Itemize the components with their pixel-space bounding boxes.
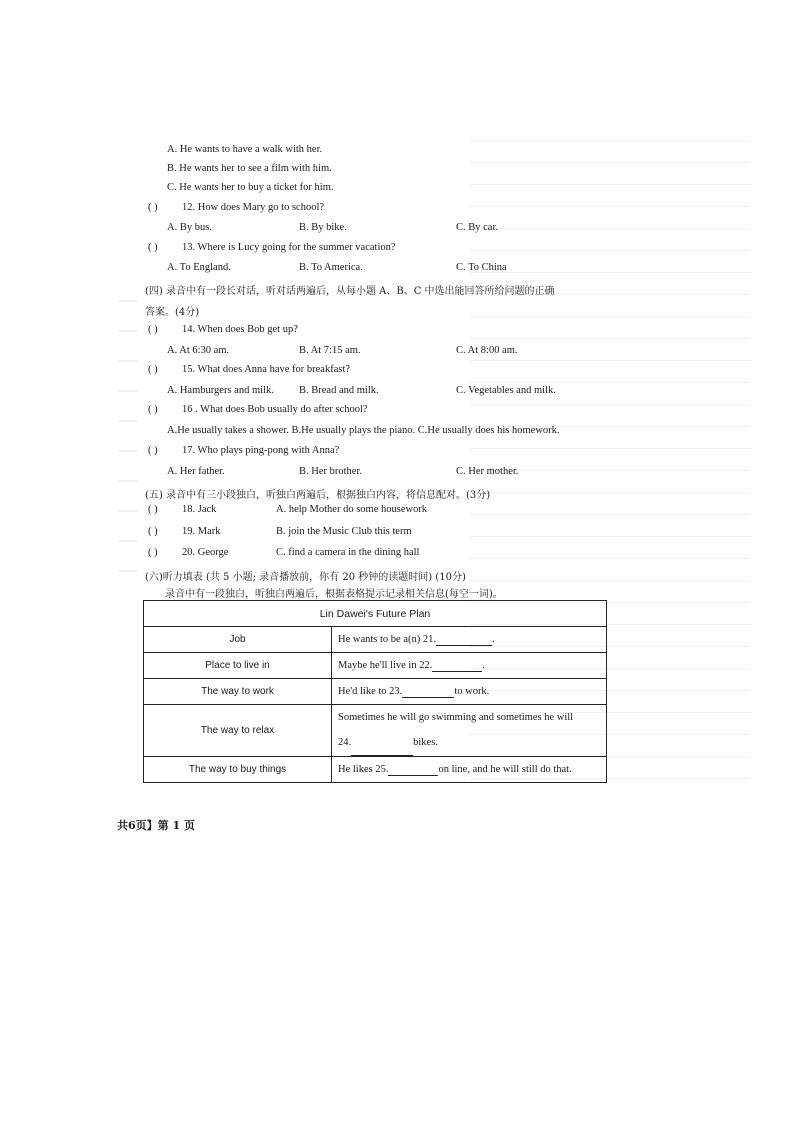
answer-paren[interactable]: ( ) [148,324,158,335]
q11-option-c: C. He wants her to buy a ticket for him. [167,182,334,193]
answer-paren[interactable]: ( ) [148,504,158,515]
section5-title: (五) 录音中有三小段独白，听独白两遍后，根据独白内容，将信息配对。(3分) [145,490,491,501]
q14-stem: 14. When does Bob get up? [182,324,298,335]
bleed-through-shadow-left [118,300,138,600]
q15-question [148,364,350,375]
answer-blank-22[interactable] [432,660,482,672]
section6-title: (六)听力填表 (共 5 小题; 录音播放前，你有 20 秒钟的读题时间) (10分) [145,572,466,583]
q15-option-b: B. Bread and milk. [299,385,379,396]
answer-blank-21[interactable] [436,634,492,646]
q15-stem: 15. What does Anna have for breakfast? [182,364,351,375]
q11-option-a: A. He wants to have a walk with her. [167,144,323,155]
answer-paren[interactable]: ( ) [148,404,158,415]
answer-blank-24[interactable] [351,730,413,756]
row-label: The way to work [144,679,332,705]
q17-option-c: C. Her mother. [456,466,519,477]
q12-option-a: A. By bus. [167,222,212,233]
match-item: 19. Mark [182,526,221,537]
match-row [148,526,221,537]
q14-option-c: C. At 8:00 am. [456,345,518,356]
table-title: Lin Dawei's Future Plan [144,601,607,627]
q12-stem: 12. How does Mary go to school? [182,202,325,213]
answer-paren[interactable]: ( ) [148,445,158,456]
q13-option-c: C. To China [456,262,507,273]
row-content: Sometimes he will go swimming and sometimes he will 24. bikes. [332,705,607,757]
future-plan-table [143,600,607,783]
match-item: 18. Jack [182,504,217,515]
q17-option-a: A. Her father. [167,466,225,477]
row-label: The way to relax [144,705,332,757]
q11-option-b: B. He wants her to see a film with him. [167,163,332,174]
table-row [144,679,607,705]
match-option: B. join the Music Club this term [276,526,412,537]
q14-option-b: B. At 7:15 am. [299,345,361,356]
section6-intro: 录音中有一段独白，听独白两遍后，根据表格提示记录相关信息(每空一词)。 [165,589,503,600]
answer-paren[interactable]: ( ) [148,547,158,558]
match-item: 20. George [182,547,229,558]
table-row [144,627,607,653]
q15-option-a: A. Hamburgers and milk. [167,385,274,396]
q13-option-a: A. To England. [167,262,231,273]
q16-options: A.He usually takes a shower. B.He usually plays the piano. C.He usually does his homework. [167,425,560,436]
match-option: C. find a camera in the dining hall [276,547,420,558]
q12-option-c: C. By car. [456,222,498,233]
q13-stem: 13. Where is Lucy going for the summer vacation? [182,242,396,253]
q12-question [148,202,324,213]
answer-paren[interactable]: ( ) [148,364,158,375]
q17-option-b: B. Her brother. [299,466,362,477]
q17-question [148,445,339,456]
row-content: He likes 25. on line, and he will still do that. [332,757,607,783]
q14-question [148,324,298,335]
answer-blank-23[interactable] [402,686,454,698]
section4-instruction-line2: 答案。(4分) [145,307,200,318]
table-row [144,705,607,757]
q12-option-b: B. By bike. [299,222,347,233]
answer-paren[interactable]: ( ) [148,242,158,253]
row-content: Maybe he'll live in 22. . [332,653,607,679]
answer-paren[interactable]: ( ) [148,202,158,213]
q14-option-a: A. At 6:30 am. [167,345,230,356]
q13-question [148,242,396,253]
page-footer: 共6页】第 1 页 [117,819,195,832]
match-row [148,504,216,515]
match-row [148,547,228,558]
section4-instruction-line1: (四) 录音中有一段长对话，听对话两遍后，从每小题 A、B、C 中选出能回答所给问题的正确 [145,286,555,297]
row-content: He wants to be a(n) 21. . [332,627,607,653]
q16-question [148,404,368,415]
answer-blank-25[interactable] [388,764,438,776]
answer-paren[interactable]: ( ) [148,526,158,537]
q13-option-b: B. To America. [299,262,363,273]
table-row [144,757,607,783]
q16-stem: 16 . What does Bob usually do after school? [182,404,368,415]
row-label: Job [144,627,332,653]
table-row [144,653,607,679]
row-label: The way to buy things [144,757,332,783]
q15-option-c: C. Vegetables and milk. [456,385,556,396]
q17-stem: 17. Who plays ping-pong with Anna? [182,445,340,456]
row-content: He'd like to 23. to work. [332,679,607,705]
match-option: A. help Mother do some housework [276,504,428,515]
row-label: Place to live in [144,653,332,679]
